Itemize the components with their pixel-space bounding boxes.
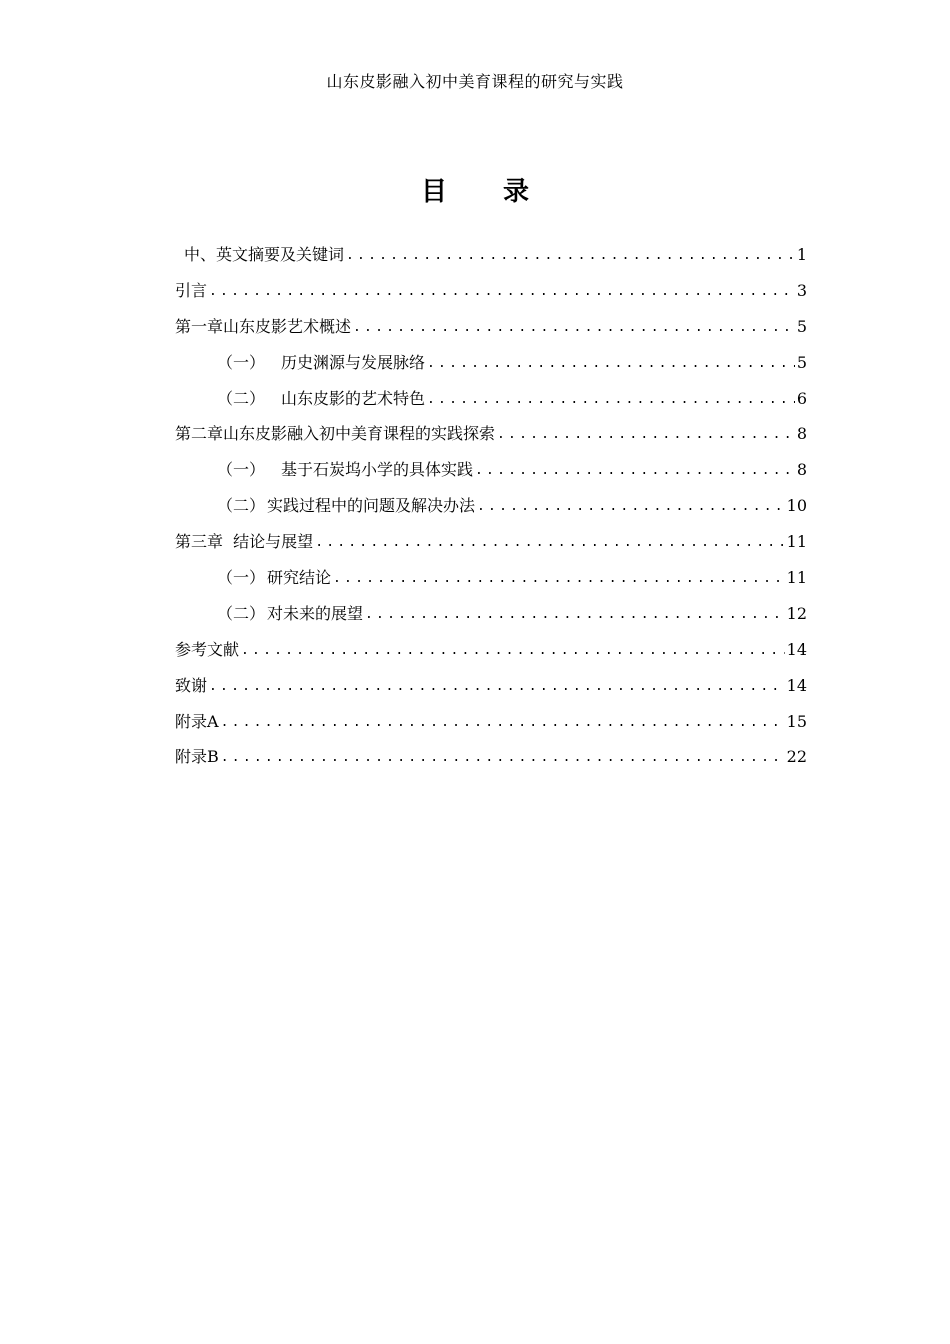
toc-page-number: 8 [796, 460, 807, 480]
toc-entry-label [217, 381, 425, 417]
toc-section-number: （二） [217, 388, 266, 408]
toc-page-number: 11 [786, 532, 807, 552]
toc-leader-dots [477, 489, 785, 525]
toc-page-number: 14 [786, 639, 807, 659]
toc-section-title: 山东皮影的艺术特色 [281, 388, 426, 408]
running-header: 山东皮影融入初中美育课程的研究与实践 [326, 72, 624, 91]
toc-entry-abstract[interactable] [175, 237, 807, 273]
toc-section-title: 对未来的展望 [267, 603, 364, 623]
toc-section-number: （二） [217, 603, 266, 623]
toc-entry-appendix-a[interactable] [175, 704, 807, 740]
toc-leader-dots [221, 740, 785, 776]
toc-entry-chapter-2[interactable] [175, 416, 807, 452]
toc-page-number: 6 [796, 388, 807, 408]
toc-entry-label: 第二章山东皮影融入初中美育课程的实践探索 [175, 424, 496, 444]
toc-entry-section-3-1[interactable] [175, 560, 807, 596]
toc-section-number: （一） [217, 568, 266, 588]
toc-entry-chapter-3[interactable] [175, 524, 807, 560]
toc-page-number: 10 [786, 496, 807, 516]
toc-entry-section-2-1[interactable] [175, 452, 807, 488]
table-of-contents [175, 237, 807, 775]
toc-entry-label: 引言 [175, 280, 208, 300]
toc-section-number: （一） [217, 460, 266, 480]
toc-entry-label [217, 488, 475, 524]
toc-leader-dots [365, 597, 785, 633]
toc-page-number: 8 [796, 424, 807, 444]
toc-entry-chapter-1[interactable] [175, 309, 807, 345]
toc-entry-label: 致谢 [175, 675, 208, 695]
toc-page-number: 11 [786, 568, 807, 588]
toc-leader-dots [427, 382, 795, 418]
toc-leader-dots [333, 561, 785, 597]
toc-leader-dots [427, 346, 795, 382]
toc-section-number: （一） [217, 352, 266, 372]
toc-entry-references[interactable] [175, 632, 807, 668]
toc-entry-label: 附录A [175, 711, 219, 731]
toc-entry-label [217, 452, 473, 488]
toc-title-char-1: 目 [420, 177, 447, 207]
toc-entry-section-2-2[interactable] [175, 488, 807, 524]
toc-leader-dots [209, 669, 785, 705]
toc-entry-section-1-1[interactable] [175, 345, 807, 381]
toc-entry-label: 第一章山东皮影艺术概述 [175, 316, 352, 336]
toc-leader-dots [241, 633, 785, 669]
toc-page-number: 3 [796, 280, 807, 300]
toc-leader-dots [475, 453, 795, 489]
toc-page-number: 5 [796, 352, 807, 372]
toc-page-number: 22 [786, 747, 807, 767]
toc-entry-label [217, 345, 425, 381]
toc-section-number: （二） [217, 496, 266, 516]
toc-page-number: 12 [786, 603, 807, 623]
toc-entry-label: 附录B [175, 747, 219, 767]
toc-section-title: 基于石炭坞小学的具体实践 [281, 460, 474, 480]
toc-entry-introduction[interactable] [175, 273, 807, 309]
toc-leader-dots [315, 525, 784, 561]
toc-leader-dots [209, 274, 795, 310]
toc-page-number: 14 [786, 675, 807, 695]
toc-page-number: 5 [796, 316, 807, 336]
toc-entry-acknowledgements[interactable] [175, 668, 807, 704]
toc-leader-dots [497, 417, 795, 453]
toc-title [0, 174, 950, 210]
toc-entry-label: 参考文献 [175, 639, 240, 659]
toc-entry-section-3-2[interactable] [175, 596, 807, 632]
toc-entry-label [217, 596, 363, 632]
toc-page-number: 1 [796, 245, 807, 264]
toc-section-title: 研究结论 [267, 568, 332, 588]
toc-entry-appendix-b[interactable] [175, 739, 807, 775]
toc-section-title: 历史渊源与发展脉络 [281, 352, 426, 372]
toc-entry-section-1-2[interactable] [175, 381, 807, 417]
toc-leader-dots [346, 238, 795, 274]
toc-leader-dots [353, 310, 795, 346]
toc-leader-dots [221, 705, 785, 741]
toc-entry-label: 第三章 结论与展望 [175, 532, 314, 552]
toc-title-char-2: 录 [503, 177, 530, 207]
toc-entry-label [217, 560, 331, 596]
toc-section-title: 实践过程中的问题及解决办法 [267, 496, 476, 516]
toc-entry-label: 中、英文摘要及关键词 [184, 245, 345, 264]
toc-page-number: 15 [786, 711, 807, 731]
